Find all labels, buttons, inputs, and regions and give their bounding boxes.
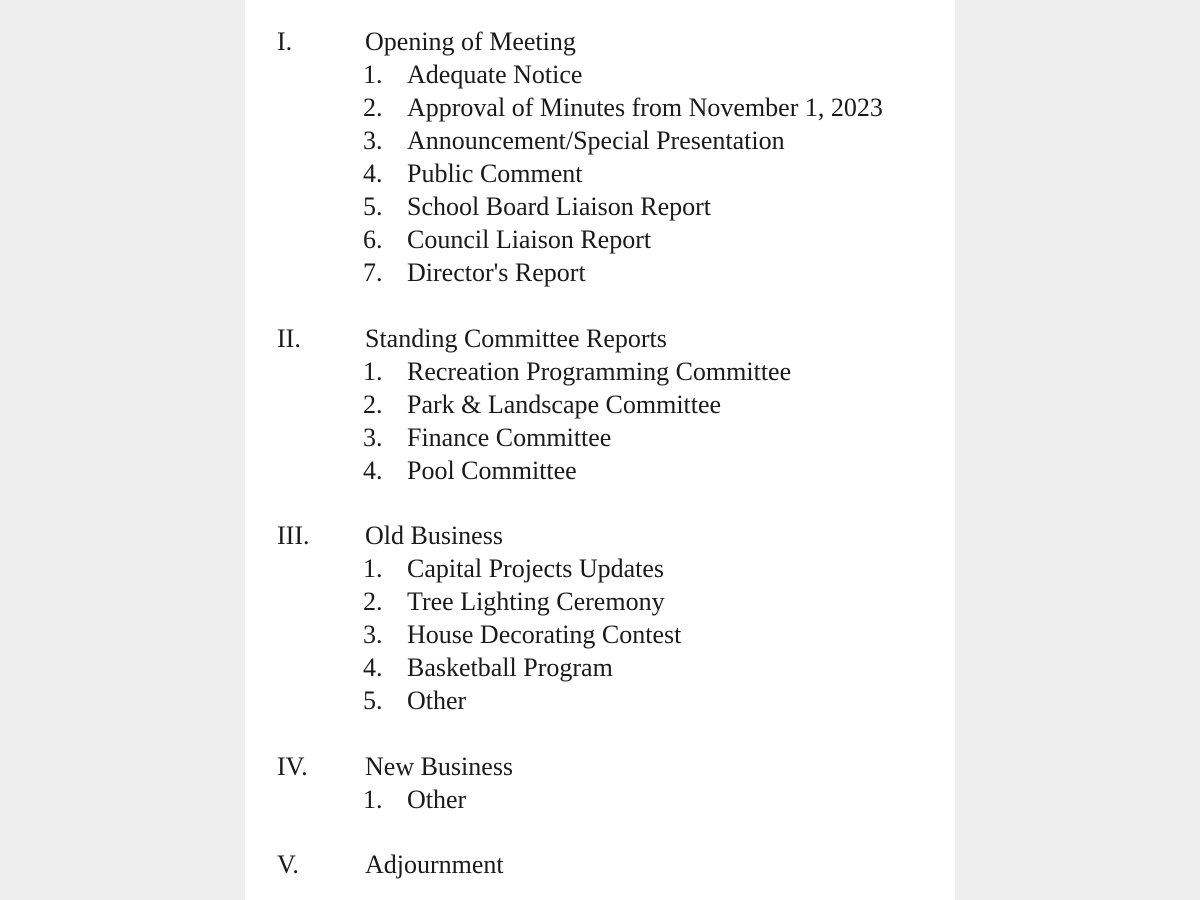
- item-number: 4.: [363, 456, 383, 485]
- section-numeral: IV.: [277, 752, 308, 781]
- item-text: Finance Committee: [407, 423, 612, 452]
- section-item-list: [363, 58, 883, 289]
- item-text: Other: [407, 686, 467, 715]
- section-title: Standing Committee Reports: [365, 324, 667, 353]
- item-number: 1.: [363, 785, 383, 814]
- item-text: Announcement/Special Presentation: [407, 126, 785, 155]
- agenda-item: [363, 651, 681, 684]
- item-text: Public Comment: [407, 159, 583, 188]
- item-number: 3.: [363, 620, 383, 649]
- agenda-item: [363, 454, 791, 487]
- item-number: 3.: [363, 126, 383, 155]
- section-item-list: [363, 355, 791, 487]
- section-item-list: [363, 783, 466, 816]
- item-text: Recreation Programming Committee: [407, 357, 792, 386]
- item-number: 7.: [363, 258, 383, 287]
- agenda-item: [363, 256, 883, 289]
- agenda-item: [363, 355, 791, 388]
- item-text: Basketball Program: [407, 653, 613, 682]
- item-text: Adequate Notice: [407, 60, 583, 89]
- section-numeral: III.: [277, 521, 310, 550]
- agenda-item: [363, 58, 883, 91]
- item-text: Director's Report: [407, 258, 586, 287]
- agenda-page: [245, 0, 955, 900]
- section-title: Old Business: [365, 521, 503, 550]
- item-number: 2.: [363, 390, 383, 419]
- section-numeral: V.: [277, 850, 299, 879]
- item-number: 6.: [363, 225, 383, 254]
- item-text: Capital Projects Updates: [407, 554, 665, 583]
- item-number: 2.: [363, 93, 383, 122]
- agenda-item: [363, 585, 681, 618]
- item-text: Pool Committee: [407, 456, 577, 485]
- item-number: 1.: [363, 60, 383, 89]
- section-numeral: II.: [277, 324, 301, 353]
- item-text: Other: [407, 785, 467, 814]
- agenda-item: [363, 124, 883, 157]
- item-text: Park & Landscape Committee: [407, 390, 722, 419]
- item-number: 2.: [363, 587, 383, 616]
- item-number: 3.: [363, 423, 383, 452]
- section-numeral: I.: [277, 27, 293, 56]
- item-text: School Board Liaison Report: [407, 192, 712, 221]
- section-title: Adjournment: [365, 850, 504, 879]
- item-number: 4.: [363, 653, 383, 682]
- item-number: 5.: [363, 686, 383, 715]
- item-number: 5.: [363, 192, 383, 221]
- item-number: 1.: [363, 554, 383, 583]
- agenda-item: [363, 91, 883, 124]
- section-title: Opening of Meeting: [365, 27, 576, 56]
- agenda-item: [363, 223, 883, 256]
- agenda-item: [363, 190, 883, 223]
- section-item-list: [363, 552, 681, 717]
- agenda-item: [363, 552, 681, 585]
- agenda-item: [363, 421, 791, 454]
- agenda-item: [363, 618, 681, 651]
- agenda-item: [363, 684, 681, 717]
- agenda-item: [363, 388, 791, 421]
- item-text: Council Liaison Report: [407, 225, 652, 254]
- item-text: Approval of Minutes from November 1, 2023: [407, 93, 883, 122]
- item-number: 4.: [363, 159, 383, 188]
- item-text: House Decorating Contest: [407, 620, 682, 649]
- section-title: New Business: [365, 752, 514, 781]
- agenda-item: [363, 783, 466, 816]
- item-number: 1.: [363, 357, 383, 386]
- agenda-item: [363, 157, 883, 190]
- item-text: Tree Lighting Ceremony: [407, 587, 665, 616]
